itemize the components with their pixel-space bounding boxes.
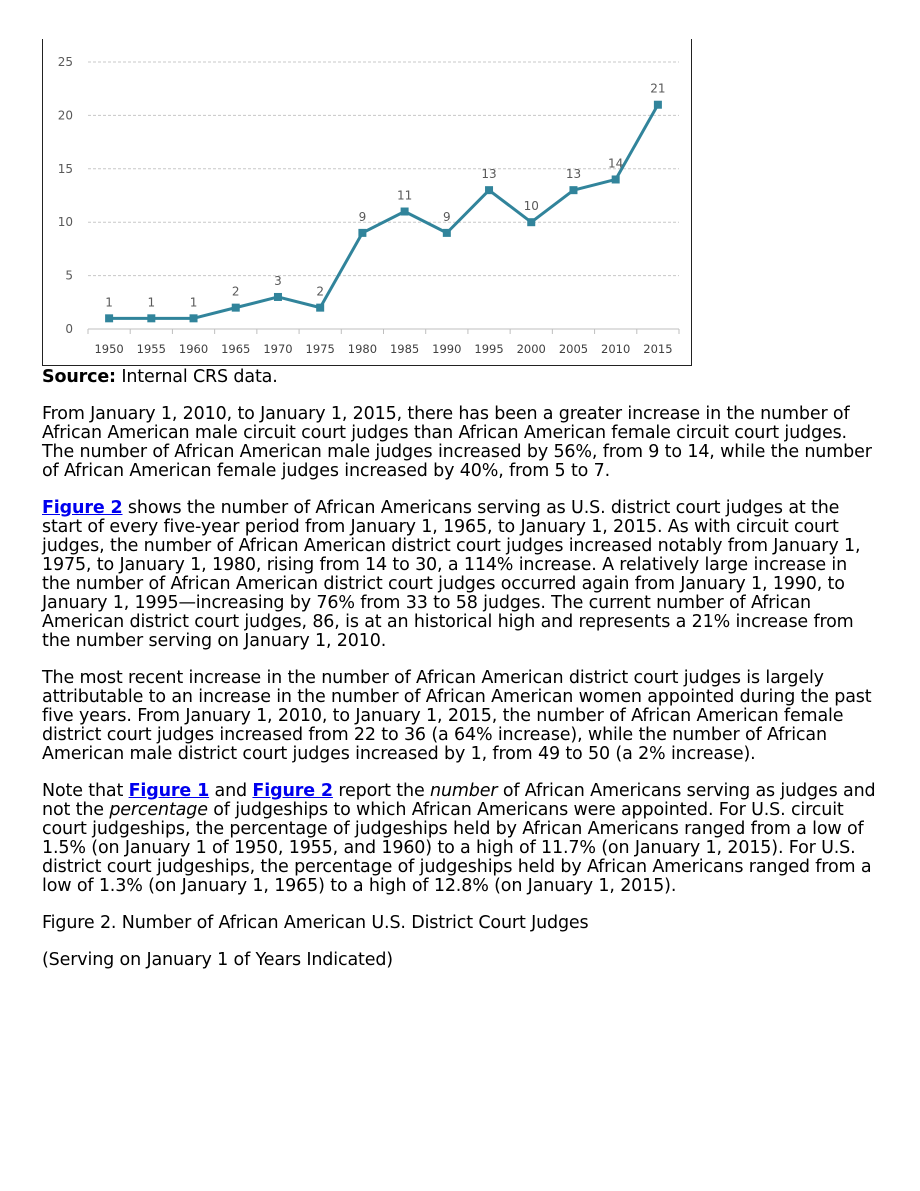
y-tick-label: 5 xyxy=(65,268,73,283)
paragraph-4-text-a: Note that xyxy=(42,781,129,801)
x-tick-label: 1985 xyxy=(389,342,420,356)
paragraph-4-text-c: report the xyxy=(332,781,430,801)
data-point-marker xyxy=(358,229,366,237)
x-tick-label: 1995 xyxy=(474,342,504,356)
data-point-marker xyxy=(612,175,620,183)
paragraph-1: From January 1, 2010, to January 1, 2015, there has been a greater increase in the number of African American male circuit court judges than African American female circuit court judges. The number of African American male judges increased by 56%, from 9 to 14, while the number of African American female judges increased by 40%, from 5 to 7. xyxy=(42,404,872,481)
x-tick-label: 1950 xyxy=(94,342,124,356)
data-label: 1 xyxy=(189,295,198,310)
data-label: 1 xyxy=(105,295,113,310)
source-note xyxy=(42,368,877,387)
data-point-marker xyxy=(274,293,282,301)
x-tick-label: 2015 xyxy=(643,342,673,356)
x-tick-label: 1975 xyxy=(305,342,335,356)
paragraph-4-text-d: of African Americans serving as judges and not the xyxy=(42,781,876,820)
line-chart xyxy=(43,39,693,366)
figure-2-subtitle: (Serving on January 1 of Years Indicated) xyxy=(42,950,393,970)
source-label: Source: xyxy=(42,367,116,387)
data-point-marker xyxy=(401,208,409,216)
data-point-marker xyxy=(190,314,198,322)
x-tick-label: 1960 xyxy=(178,342,209,356)
data-label: 21 xyxy=(650,81,666,96)
data-point-marker xyxy=(443,229,451,237)
paragraph-4-text-e: of judgeships to which African Americans were appointed. For U.S. circuit court judgeships, the percentage of judgeships held by African Americans ranged from a low of 1.5% (on January 1 of 1950, 1955, and 1960) to a high of 11.7% (on January 1, 2015). For U.S. district court judgeships, the percentage of judgeships held by African Americans ranged from a low of 1.3% (on January 1, 1965) to a high of 12.8% (on January 1, 2015). xyxy=(42,800,872,896)
paragraph-2-text: shows the number of African Americans serving as U.S. district court judges at the start of every five-year period from January 1, 1965, to January 1, 2015. As with circuit court judges, the number of African American district court judges increased notably from January 1, 1975, to January 1, 1980, rising from 14 to 30, a 114% increase. A relatively large increase in the number of African American district court judges occurred again from January 1, 1990, to January 1, 1995—increasing by 76% from 33 to 58 judges. The current number of African American district court judges, 86, is at an historical high and represents a 21% increase from the number serving on January 1, 2010. xyxy=(42,498,861,651)
data-point-marker xyxy=(105,314,113,322)
y-tick-label: 0 xyxy=(65,322,73,336)
data-point-marker xyxy=(147,314,155,322)
paragraph-4 xyxy=(42,782,877,896)
y-tick-label: 10 xyxy=(57,215,73,230)
data-label: 2 xyxy=(231,284,240,299)
x-tick-label: 1990 xyxy=(432,342,462,356)
data-point-marker xyxy=(527,218,535,226)
data-label: 14 xyxy=(608,156,624,171)
x-tick-label: 2000 xyxy=(516,342,546,356)
data-point-marker xyxy=(232,304,240,312)
data-point-marker xyxy=(485,186,493,194)
data-label: 13 xyxy=(565,167,582,182)
paragraph-4-text-b: and xyxy=(209,781,253,801)
figure-2-title: Figure 2. Number of African American U.S. District Court Judges xyxy=(42,913,589,933)
data-label: 2 xyxy=(316,284,324,299)
data-point-marker xyxy=(569,186,577,194)
series-line xyxy=(109,105,658,319)
figure-2-link[interactable]: Figure 2 xyxy=(42,498,123,518)
x-tick-label: 2010 xyxy=(601,342,631,356)
x-tick-label: 2005 xyxy=(558,342,589,356)
data-label: 9 xyxy=(443,209,451,224)
emphasis-number: number xyxy=(430,781,498,801)
data-label: 1 xyxy=(147,295,156,310)
source-text: Internal CRS data. xyxy=(115,367,278,387)
data-label: 11 xyxy=(396,188,413,203)
emphasis-percentage: percentage xyxy=(109,800,208,820)
y-tick-label: 20 xyxy=(57,108,73,123)
data-point-marker xyxy=(316,304,324,312)
figure-2-link-2[interactable]: Figure 2 xyxy=(252,781,333,801)
data-label: 3 xyxy=(274,273,282,288)
x-tick-label: 1955 xyxy=(136,342,166,356)
data-label: 10 xyxy=(523,199,539,214)
x-tick-label: 1965 xyxy=(221,342,251,356)
data-label: 9 xyxy=(358,209,367,224)
data-point-marker xyxy=(654,101,662,109)
paragraph-3: The most recent increase in the number of African American district court judges is largely attributable to an increase in the number of African American women appointed during the past five years. From January 1, 2010, to January 1, 2015, the number of African American female district court judges increased from 22 to 36 (a 64% increase), while the number of African American male district court judges increased by 1, from 49 to 50 (a 2% increase). xyxy=(42,668,872,764)
document-body xyxy=(42,368,877,988)
data-label: 13 xyxy=(481,167,497,182)
figure-1-link[interactable]: Figure 1 xyxy=(128,781,210,801)
figure-1-chart xyxy=(42,39,692,366)
paragraph-2 xyxy=(42,499,877,651)
y-tick-label: 25 xyxy=(57,55,73,69)
y-tick-label: 15 xyxy=(57,161,73,176)
x-tick-label: 1980 xyxy=(347,342,378,356)
x-tick-label: 1970 xyxy=(263,342,293,356)
